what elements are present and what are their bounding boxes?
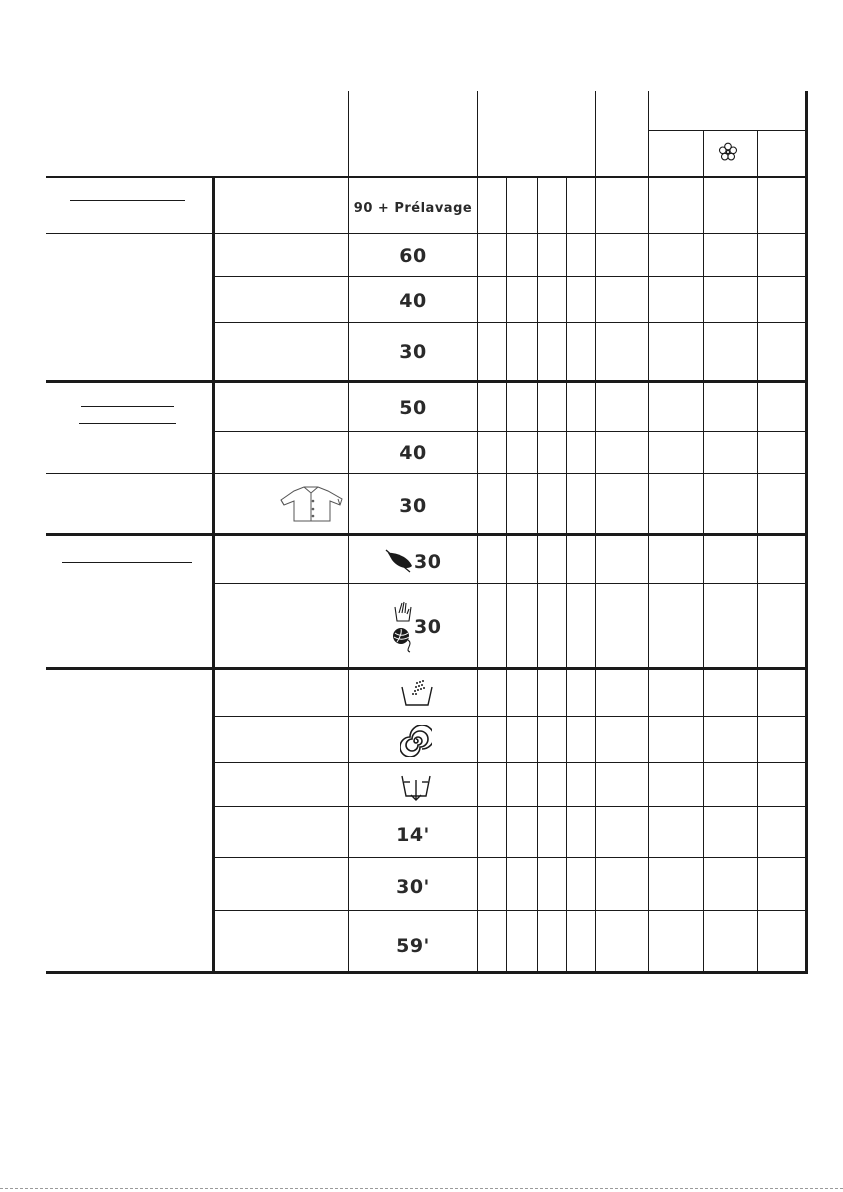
table-rule — [566, 177, 567, 974]
table-rule — [212, 910, 808, 911]
table-rule — [212, 857, 808, 858]
table-rule — [703, 130, 704, 974]
rinse-icon — [400, 679, 434, 707]
program-temp-label: 59' — [396, 935, 430, 957]
table-rule — [477, 91, 478, 974]
table-rule — [212, 177, 215, 974]
program-temp-label: 90 + Prélavage — [353, 201, 473, 216]
table-rule — [212, 276, 808, 277]
program-temp-label: 30 — [399, 341, 427, 363]
program-temp-label: 40 — [399, 442, 427, 464]
table-rule — [757, 130, 758, 974]
table-rule — [537, 177, 538, 974]
program-temp-label: 14' — [396, 824, 430, 846]
group-underline — [81, 406, 174, 407]
program-temp-label: 40 — [399, 290, 427, 312]
program-temp-label: 30 — [414, 551, 442, 573]
group-underline — [79, 423, 176, 424]
group-underline — [70, 200, 185, 201]
spin-icon — [400, 725, 432, 757]
table-rule — [46, 233, 808, 234]
table-rule — [212, 431, 808, 432]
table-rule — [506, 177, 507, 974]
table-rule — [595, 91, 596, 974]
drain-icon — [400, 772, 432, 802]
table-rule — [46, 667, 808, 670]
table-rule — [212, 583, 808, 584]
shirt-icon — [278, 485, 344, 523]
table-rule — [46, 971, 808, 974]
table-rule — [46, 176, 808, 178]
program-temp-label: 30 — [414, 616, 442, 638]
table-rule — [46, 473, 808, 474]
table-rule — [46, 533, 808, 536]
program-temp-label: 50 — [399, 397, 427, 419]
table-rule — [649, 130, 806, 131]
table-rule — [648, 91, 649, 974]
table-rule — [212, 322, 808, 323]
table-rule — [805, 91, 808, 974]
table-rule — [212, 762, 808, 763]
program-temp-label: 30 — [399, 495, 427, 517]
table-rule — [46, 380, 808, 383]
page-edge — [0, 1188, 843, 1189]
group-underline — [62, 562, 192, 563]
table-rule — [212, 716, 808, 717]
flower-icon — [717, 141, 739, 163]
feather-icon — [384, 548, 416, 574]
program-temp-label: 30' — [396, 876, 430, 898]
table-rule — [212, 806, 808, 807]
wool-ball-icon — [390, 624, 418, 654]
hand-wash-icon — [393, 599, 413, 625]
program-temp-label: 60 — [399, 245, 427, 267]
